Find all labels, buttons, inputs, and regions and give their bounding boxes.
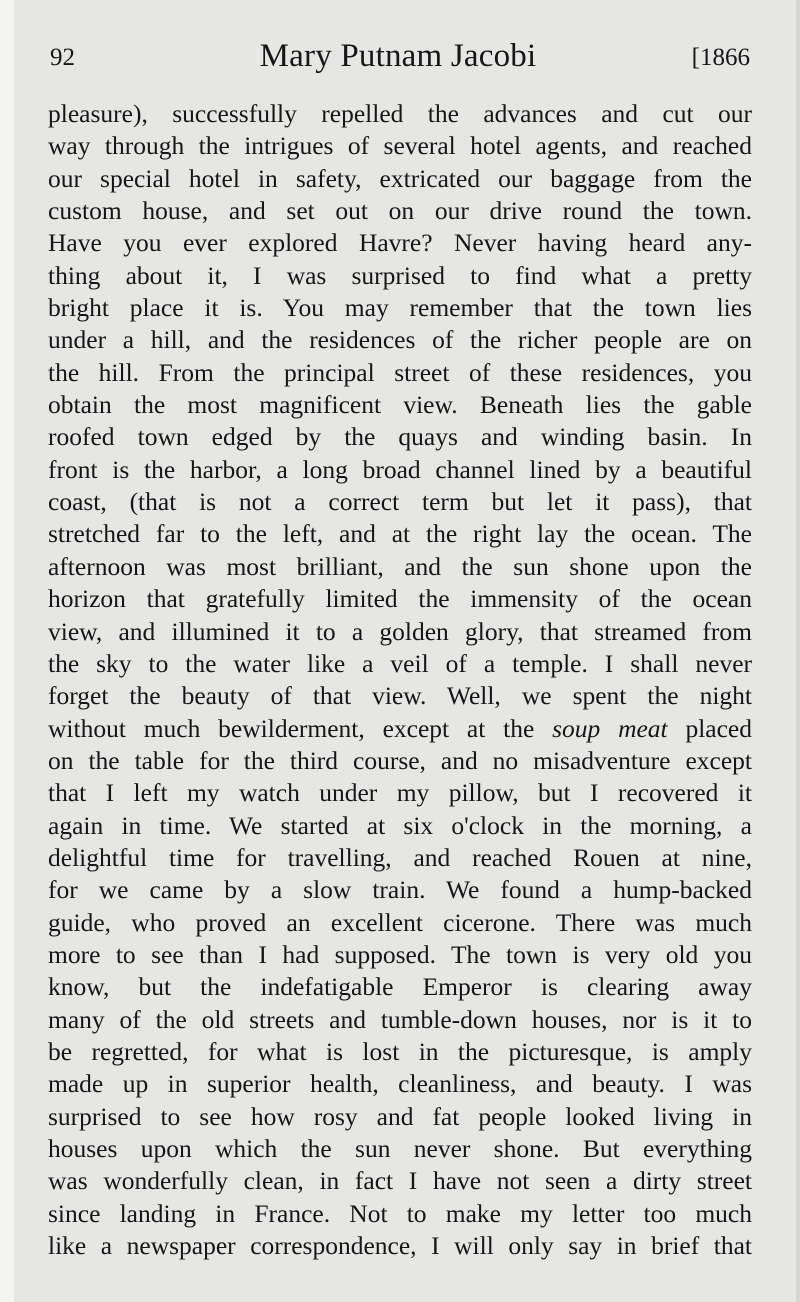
text-line: obtain the most magnificent view. Beneath lies the gable [48,390,752,420]
text-line: pleasure), successfully repelled the advances and cut our [48,99,752,128]
text-line: surprised to see how rosy and fat people looked living in [48,1101,752,1131]
text-line: under a hill, and the residences of the richer people are on [48,325,752,355]
text-line: for we came by a slow train. We found a hump-backed [48,875,752,905]
text-line: many of the old streets and tumble-down houses, nor is it to [48,1004,752,1034]
text-line: view, and illumined it to a golden glory, that streamed from [48,616,752,646]
page-right-edge [796,0,800,1302]
text-line-with-italic [48,713,752,745]
text-line: roofed town edged by the quays and winding basin. In [48,422,752,452]
text-line: coast, (that is not a correct term but let it pass), that [48,487,752,517]
text-line: stretched far to the left, and at the right lay the ocean. The [48,519,752,549]
page-number: 92 [50,44,75,71]
page-header [46,34,750,84]
text-line: forget the beauty of that view. Well, we spent the night [48,681,752,711]
text-line: custom house, and set out on our drive round the town. [48,196,752,226]
text-line: be regretted, for what is lost in the picturesque, is amply [48,1036,752,1066]
text-line: Have you ever explored Havre? Never having heard any- [48,228,752,258]
text-line: delightful time for travelling, and reached Rouen at nine, [48,842,752,872]
text-line: the hill. From the principal street of these residences, you [48,357,752,387]
text-line: houses upon which the sun never shone. But everything [48,1134,752,1163]
body-text [48,98,752,1262]
line-text-before-italic: without much bewilderment, except at the [48,713,553,743]
text-line: made up in superior health, cleanliness, and beauty. I was [48,1069,752,1099]
text-line: bright place it is. You may remember that the town lies [48,293,752,323]
text-line: guide, who proved an excellent cicerone. There was much [48,907,752,937]
line-text-after-italic: placed [667,713,753,743]
text-line: thing about it, I was surprised to find what a pretty [48,260,752,290]
page-left-margin [0,0,14,1302]
text-line: know, but the indefatigable Emperor is clearing away [48,972,752,1002]
text-line: like a newspaper correspondence, I will only say in brief that [48,1231,752,1261]
text-line: way through the intrigues of several hotel agents, and reached [48,131,752,161]
italic-phrase: soup meat [552,713,668,743]
text-line: the sky to the water like a veil of a temple. I shall never [48,648,752,678]
text-line: again in time. We started at six o'clock in the morning, a [48,810,752,840]
text-line: more to see than I had supposed. The town is very old you [48,939,752,969]
text-line: afternoon was most brilliant, and the sun shone upon the [48,551,752,581]
running-title: Mary Putnam Jacobi [259,38,537,74]
text-line: our special hotel in safety, extricated our baggage from the [48,163,752,193]
text-line: on the table for the third course, and no misadventure except [48,745,752,775]
text-line: that I left my watch under my pillow, but I recovered it [48,778,752,808]
text-line: was wonderfully clean, in fact I have not seen a dirty street [48,1166,752,1196]
text-line: since landing in France. Not to make my letter too much [48,1198,752,1228]
text-line: horizon that gratefully limited the immensity of the ocean [48,584,752,614]
text-line: front is the harbor, a long broad channel lined by a beautiful [48,454,752,484]
year-marker: [1866 [691,44,750,71]
